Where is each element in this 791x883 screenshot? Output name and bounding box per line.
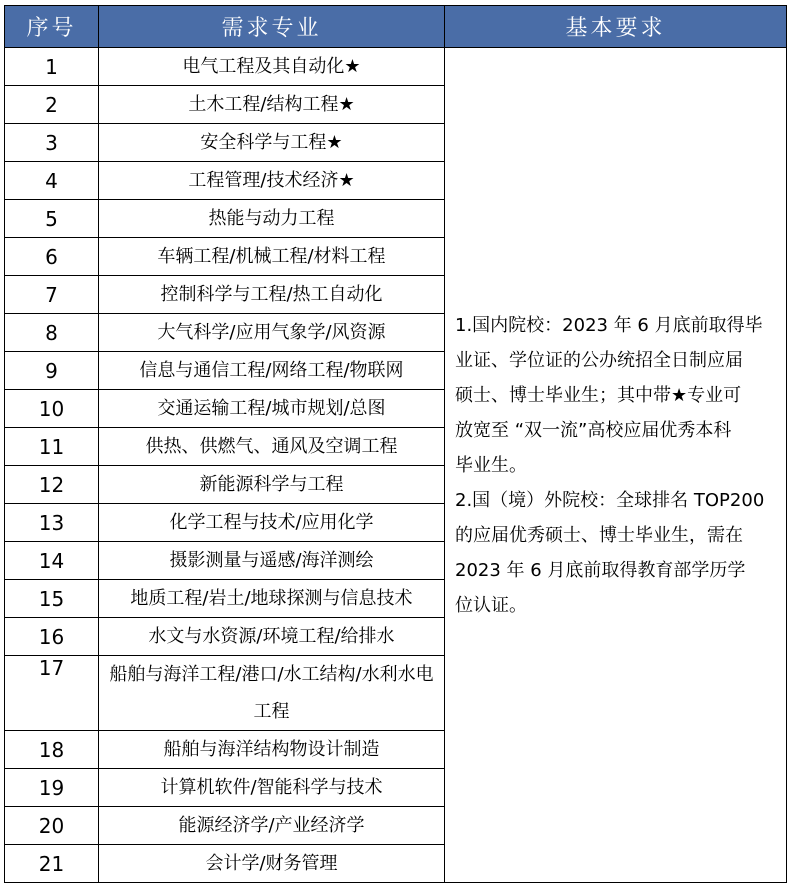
header-major: 需求专业	[99, 6, 445, 48]
major-name: 工程管理/技术经济★	[99, 162, 445, 200]
row-number: 2	[5, 86, 99, 124]
major-name: 土木工程/结构工程★	[99, 86, 445, 124]
major-name: 大气科学/应用气象学/风资源	[99, 314, 445, 352]
requirement-text	[445, 48, 787, 883]
row-number: 19	[5, 769, 99, 807]
header-row	[5, 6, 787, 48]
requirement-line: 毕业生。	[455, 454, 527, 476]
requirement-line: 业证、学位证的公办统招全日制应届	[455, 349, 743, 371]
row-number: 4	[5, 162, 99, 200]
row-number: 13	[5, 504, 99, 542]
row-number: 10	[5, 390, 99, 428]
requirement-line: 2.国（境）外院校：全球排名 TOP200	[455, 489, 765, 511]
row-number: 15	[5, 580, 99, 618]
major-name: 信息与通信工程/网络工程/物联网	[99, 352, 445, 390]
major-name: 水文与水资源/环境工程/给排水	[99, 618, 445, 656]
row-number: 7	[5, 276, 99, 314]
major-name: 交通运输工程/城市规划/总图	[99, 390, 445, 428]
major-name: 地质工程/岩土/地球探测与信息技术	[99, 580, 445, 618]
row-number: 12	[5, 466, 99, 504]
row-number: 17	[5, 656, 99, 731]
requirements-table	[4, 5, 787, 883]
row-number: 9	[5, 352, 99, 390]
row-number: 8	[5, 314, 99, 352]
row-number: 18	[5, 731, 99, 769]
major-name: 会计学/财务管理	[99, 845, 445, 883]
row-number: 16	[5, 618, 99, 656]
major-name: 控制科学与工程/热工自动化	[99, 276, 445, 314]
requirement-line: 1.国内院校：2023 年 6 月底前取得毕	[455, 314, 763, 336]
row-number: 21	[5, 845, 99, 883]
requirement-line: 放宽至 “双一流”高校应届优秀本科	[455, 419, 732, 441]
row-number: 14	[5, 542, 99, 580]
table-body	[5, 48, 787, 883]
row-number: 11	[5, 428, 99, 466]
row-number: 6	[5, 238, 99, 276]
major-name: 化学工程与技术/应用化学	[99, 504, 445, 542]
table-row	[5, 48, 787, 86]
row-number: 3	[5, 124, 99, 162]
row-number: 1	[5, 48, 99, 86]
header-index: 序号	[5, 6, 99, 48]
requirement-line: 的应届优秀硕士、博士毕业生，需在	[455, 524, 743, 546]
major-name: 车辆工程/机械工程/材料工程	[99, 238, 445, 276]
major-name: 电气工程及其自动化★	[99, 48, 445, 86]
major-name: 新能源科学与工程	[99, 466, 445, 504]
requirement-line: 位认证。	[455, 594, 527, 616]
major-name: 供热、供燃气、通风及空调工程	[99, 428, 445, 466]
header-requirement: 基本要求	[445, 6, 787, 48]
major-name: 能源经济学/产业经济学	[99, 807, 445, 845]
major-name: 船舶与海洋结构物设计制造	[99, 731, 445, 769]
major-name: 热能与动力工程	[99, 200, 445, 238]
major-name: 计算机软件/智能科学与技术	[99, 769, 445, 807]
row-number: 5	[5, 200, 99, 238]
requirement-line: 硕士、博士毕业生；其中带★专业可	[455, 384, 742, 406]
requirement-line: 2023 年 6 月底前取得教育部学历学	[455, 559, 746, 581]
row-number: 20	[5, 807, 99, 845]
major-name: 安全科学与工程★	[99, 124, 445, 162]
major-name: 摄影测量与遥感/海洋测绘	[99, 542, 445, 580]
major-name: 船舶与海洋工程/港口/水工结构/水利水电工程	[99, 656, 445, 731]
